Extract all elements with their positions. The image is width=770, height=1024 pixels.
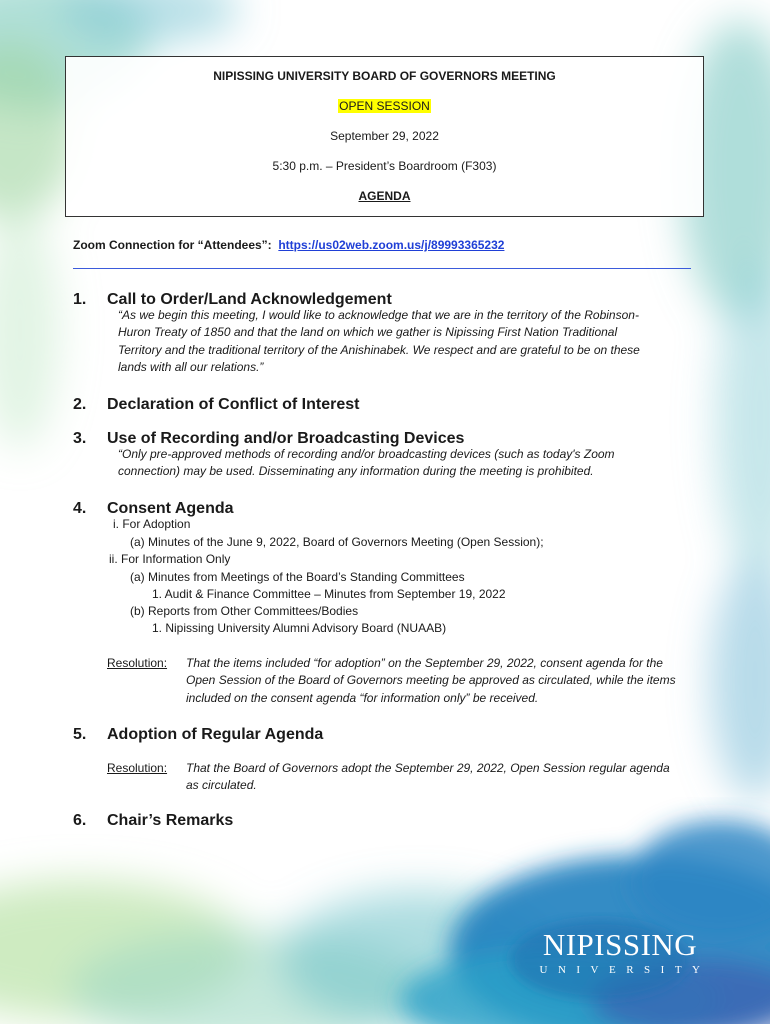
resolution-line: Open Session of the Board of Governors meeting be approved as circulated, while the items (186, 673, 676, 688)
item-title: Adoption of Regular Agenda (107, 726, 324, 743)
item-title: Call to Order/Land Acknowledgement (107, 291, 392, 308)
resolution-line: That the items included “for adoption” on the September 29, 2022, consent agenda for the (186, 656, 663, 670)
item-number: 4. (73, 500, 87, 517)
quote-line: “As we begin this meeting, I would like to acknowledge that we are in the territory of the Robinson- (118, 308, 639, 322)
meeting-date: September 29, 2022 (330, 129, 439, 143)
resolution-text (186, 655, 706, 707)
recording-notice (118, 446, 688, 481)
item-number: 6. (73, 812, 87, 829)
divider-line (73, 268, 691, 269)
zoom-connection (73, 238, 504, 252)
land-acknowledgement (118, 307, 688, 376)
header-box (65, 56, 704, 217)
zoom-label: Zoom Connection for “Attendees”: (73, 238, 272, 252)
quote-line: connection) may be used. Disseminating any information during the meeting is prohibited. (118, 464, 594, 479)
sub-item: 1. Audit & Finance Committee – Minutes from September 19, 2022 (152, 587, 506, 601)
quote-line: lands with all our relations.” (118, 359, 264, 374)
quote-line: Huron Treaty of 1850 and that the land on which we gather is Nipissing First Nation Traditional (118, 325, 618, 340)
logo-subtitle: UNIVERSITY (539, 964, 711, 976)
item-number: 3. (73, 430, 87, 447)
resolution-line: included on the consent agenda “for information only” be received. (186, 690, 539, 705)
zoom-link[interactable]: https://us02web.zoom.us/j/89993365232 (278, 238, 505, 252)
sub-item: i. For Adoption (113, 517, 191, 531)
meeting-title: NIPISSING UNIVERSITY BOARD OF GOVERNORS MEETING (213, 69, 556, 83)
resolution-label: Resolution: (107, 761, 168, 775)
item-number: 1. (73, 291, 87, 308)
sub-item: 1. Nipissing University Alumni Advisory Board (NUAAB) (152, 621, 447, 635)
item-number: 5. (73, 726, 87, 743)
sub-item: (b) Reports from Other Committees/Bodies (130, 604, 359, 618)
university-logo (520, 928, 720, 976)
sub-item: (a) Minutes of the June 9, 2022, Board of Governors Meeting (Open Session); (130, 535, 544, 549)
sub-item: ii. For Information Only (109, 552, 231, 566)
quote-line: “Only pre-approved methods of recording and/or broadcasting devices (such as today's Zoom (118, 447, 615, 461)
item-number: 2. (73, 396, 87, 413)
item-title: Use of Recording and/or Broadcasting Devices (107, 430, 465, 447)
resolution-line: That the Board of Governors adopt the September 29, 2022, Open Session regular agenda (186, 761, 670, 775)
session-label (66, 99, 703, 113)
item-title: Declaration of Conflict of Interest (107, 396, 360, 413)
item-title: Consent Agenda (107, 500, 234, 517)
session-highlight: OPEN SESSION (339, 99, 430, 113)
logo-name: NIPISSING (542, 927, 698, 962)
meeting-time-location: 5:30 p.m. – President’s Boardroom (F303) (272, 159, 497, 173)
resolution-label: Resolution: (107, 656, 168, 670)
item-title: Chair’s Remarks (107, 812, 234, 829)
sub-item: (a) Minutes from Meetings of the Board’s Standing Committees (130, 570, 465, 584)
resolution-text (186, 760, 706, 795)
quote-line: Territory and the traditional territory of the Anishinabek. We respect and are grateful to be on these (118, 342, 640, 357)
agenda-heading: AGENDA (358, 189, 411, 203)
resolution-line: as circulated. (186, 778, 257, 793)
